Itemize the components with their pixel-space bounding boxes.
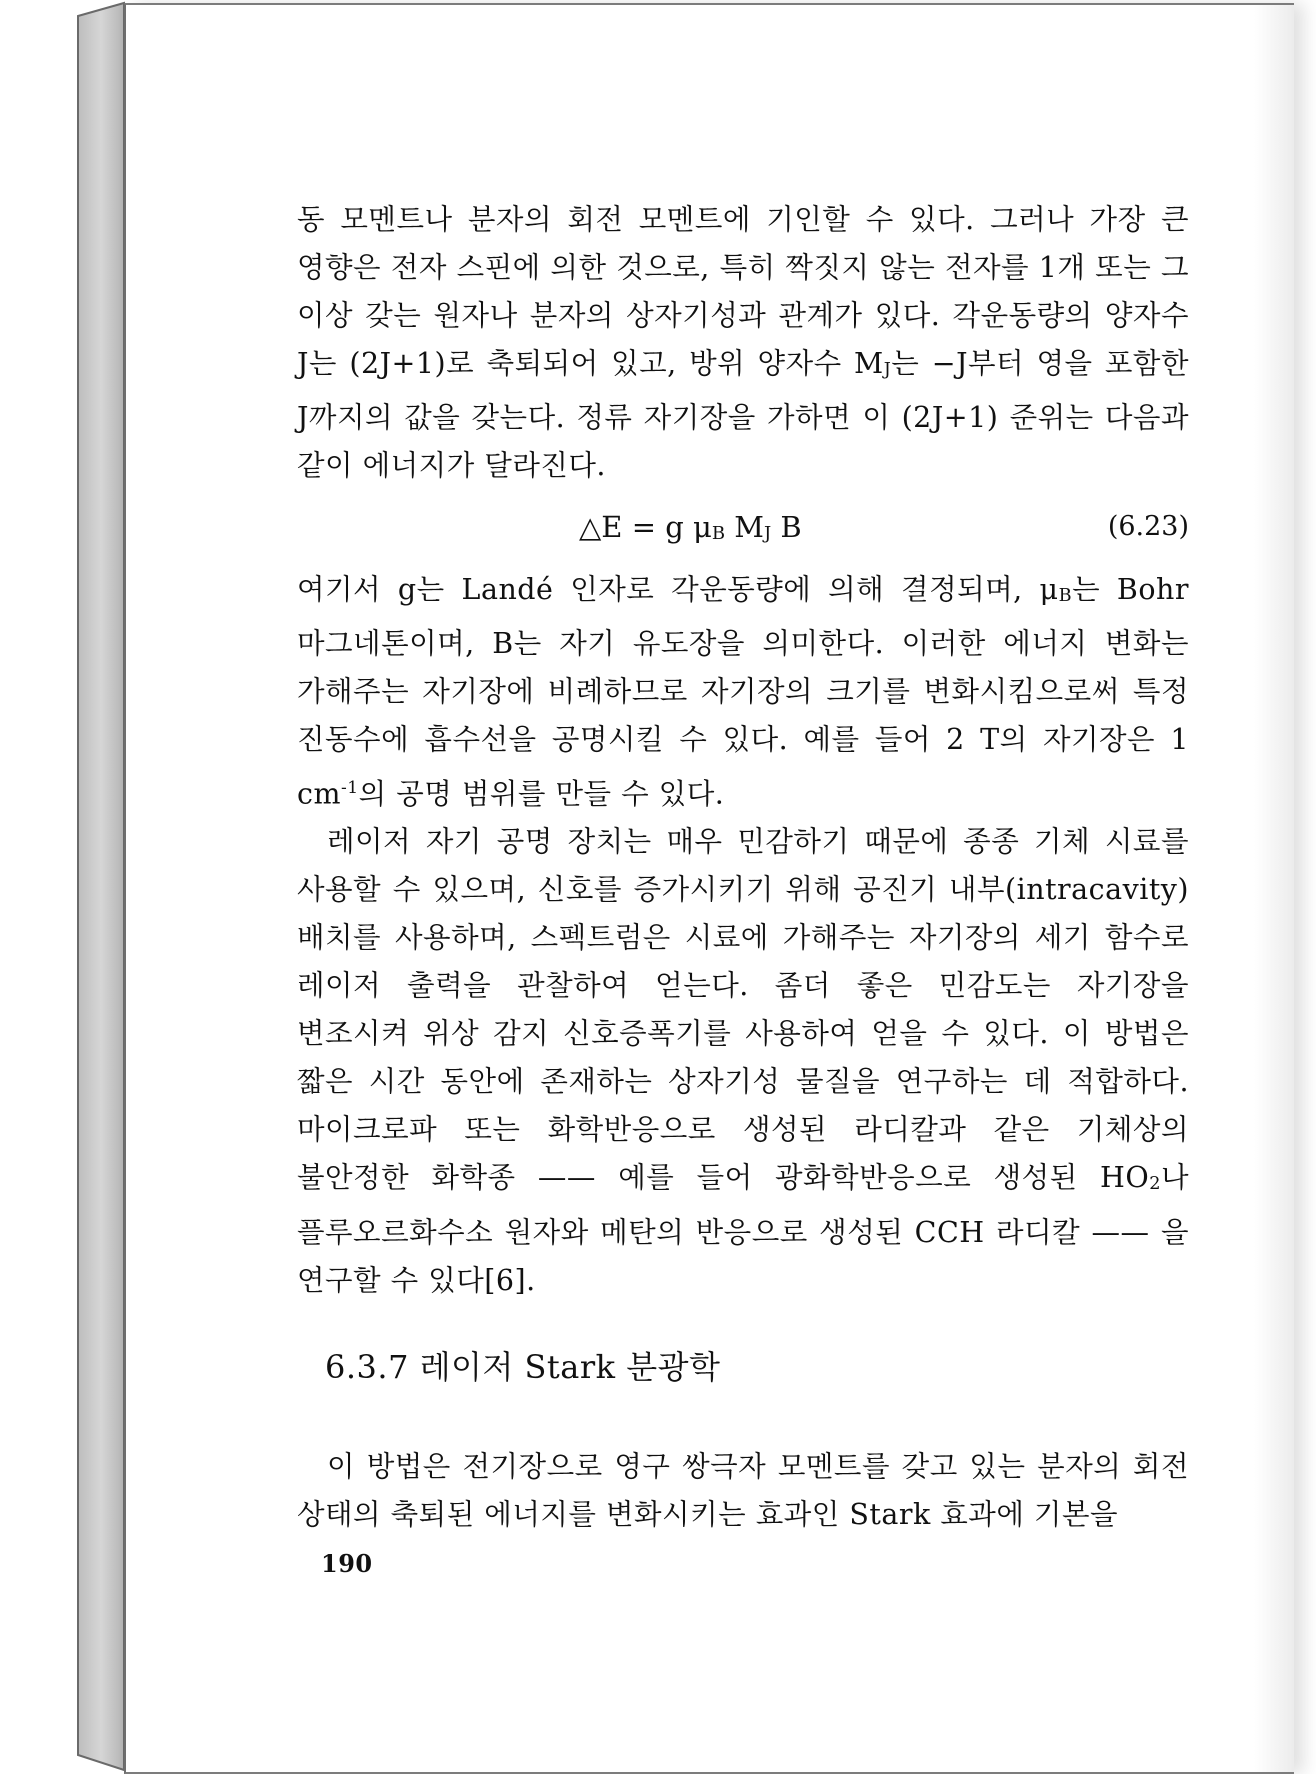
book-page xyxy=(124,3,1294,1774)
paragraph-1: 동 모멘트나 분자의 회전 모멘트에 기인할 수 있다. 그러나 가장 큰 영향은 전자 스핀에 의한 것으로, 특히 짝짓지 않는 전자를 1개 또는 그 이상 갖는 원자나 분자의 상자기성과 관계가 있다. 각운동량의 양자수 J는 (2J+1)로 축퇴되어 있고, 방위 양자수 MJ는 −J부터 영을 포함한 J까지의 값을 갖는다. 정류 자기장을 가하면 이 (2J+1) 준위는 다음과 같이 에너지가 달라진다. xyxy=(297,203,1189,483)
paragraph-4: 이 방법은 전기장으로 영구 쌍극자 모멘트를 갖고 있는 분자의 회전 상태의 축퇴된 에너지를 변화시키는 효과인 Stark 효과에 기본을 xyxy=(297,1449,1189,1531)
equation-row xyxy=(297,498,1189,556)
page-number: 190 xyxy=(321,1549,373,1578)
equation-number: (6.23) xyxy=(1107,511,1189,543)
paragraph-2: 여기서 g는 Landé 인자로 각운동량에 의해 결정되며, μB는 Bohr 마그네톤이며, B는 자기 유도장을 의미한다. 이러한 에너지 변화는 가해주는 자기장에 비례하므로 자기장의 크기를 변화시킴으로써 특정 진동수에 흡수선을 공명시킬 수 있다. 예를 들어 2 T의 자기장은 1 $cm^{-1}$의 공명 범위를 만들 수 있다. xyxy=(297,573,1190,811)
body-text xyxy=(297,196,1189,1539)
page-edge-shadow xyxy=(1254,5,1294,1772)
paragraph-3: 레이저 자기 공명 장치는 매우 민감하기 때문에 종종 기체 시료를 사용할 수 있으며, 신호를 증가시키기 위해 공진기 내부(intracavity) 배치를 사용하며, 스펙트럼은 시료에 가해주는 자기장의 세기 함수로 레이저 출력을 관찰하여 얻는다. 좀더 좋은 민감도는 자기장을 변조시켜 위상 감지 신호증폭기를 사용하여 얻을 수 있다. 이 방법은 짧은 시간 동안에 존재하는 상자기성 물질을 연구하는 데 적합하다. 마이크로파 또는 화학반응으로 생성된 라디칼과 같은 기체상의 불안정한 화학종 —— 예를 들어 광화학반응으로 생성된 HO2나 플루오르화수소 원자와 메탄의 반응으로 생성된 CCH 라디칼 —— 을 연구할 수 있다[6]. xyxy=(297,825,1189,1297)
equation: △E = g μB MJ B xyxy=(579,510,802,545)
section-heading: 6.3.7 레이저 Stark 분광학 xyxy=(325,1347,721,1386)
